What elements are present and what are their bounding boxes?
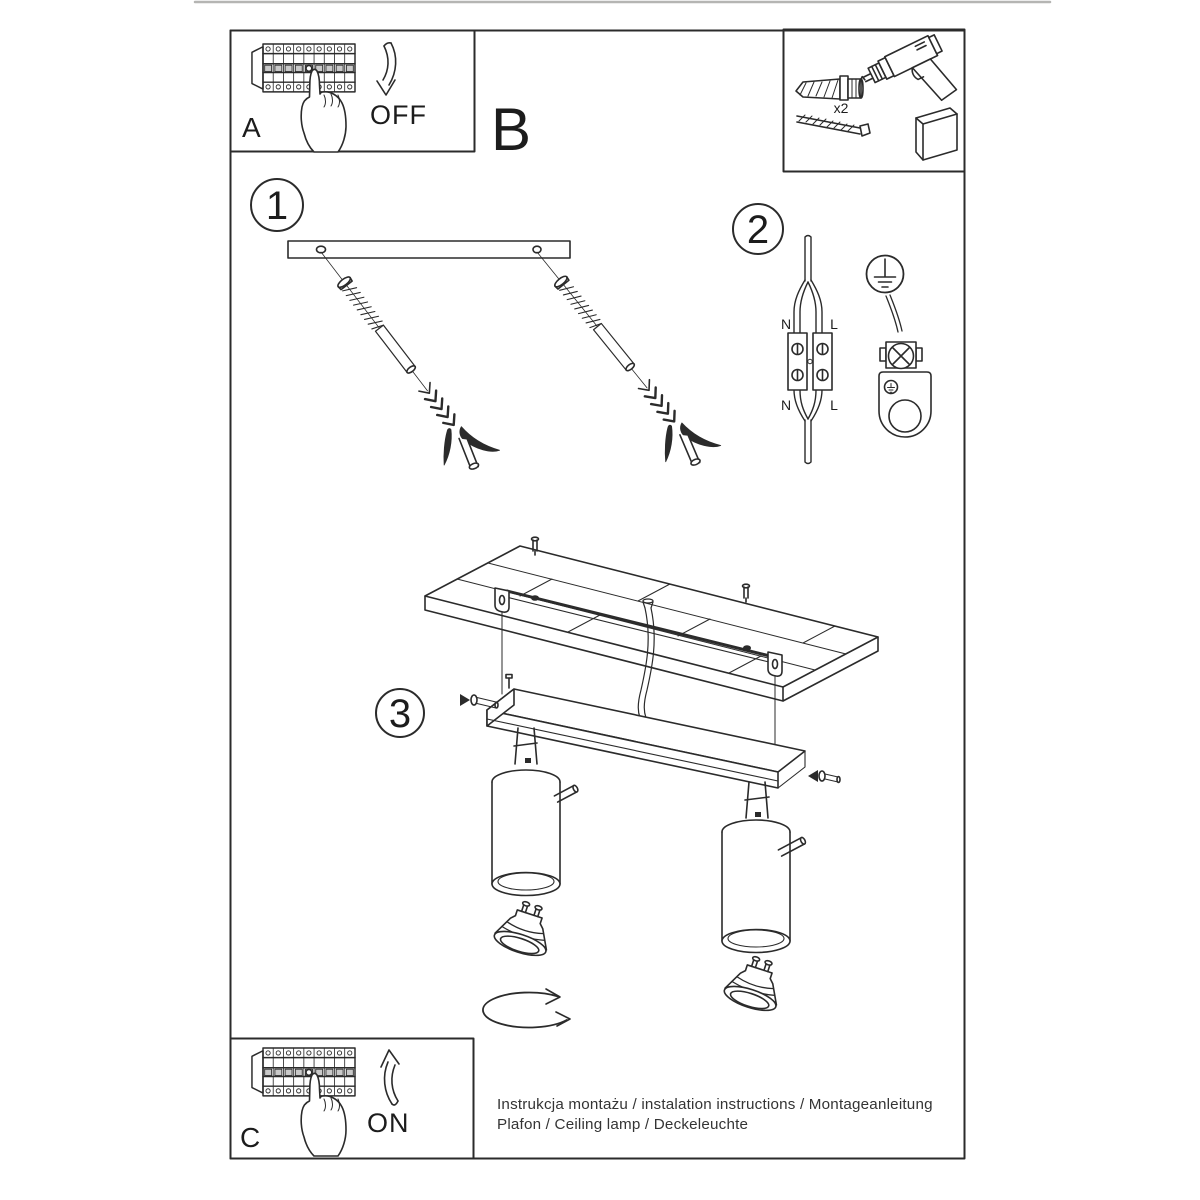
panel-c-power-on xyxy=(231,1039,474,1159)
step-3-number: 3 xyxy=(388,692,412,736)
earth-clamp xyxy=(879,342,931,437)
wire-l-bottom-label: L xyxy=(830,397,838,413)
off-label: OFF xyxy=(370,100,427,130)
on-label: ON xyxy=(367,1108,410,1138)
rotation-arrow-icon xyxy=(483,989,570,1027)
panel-a-power-off xyxy=(231,31,475,153)
tools-box xyxy=(784,30,965,172)
wire-n-bottom-label: N xyxy=(780,397,792,413)
terminal-block xyxy=(788,333,832,390)
panel-a-label: A xyxy=(242,112,261,143)
arrow-down-icon xyxy=(377,43,396,95)
spot-cylinder-right xyxy=(722,820,806,953)
step-2-number: 2 xyxy=(746,208,770,252)
breaker-panel-icon xyxy=(252,1048,355,1096)
wall-plug-icon xyxy=(796,76,863,100)
screw-and-anchor-left xyxy=(296,239,500,483)
arrow-up-icon xyxy=(381,1050,399,1105)
breaker-panel-icon xyxy=(252,44,355,92)
plug-quantity-label: x2 xyxy=(833,100,849,116)
step-1 xyxy=(251,179,721,483)
bar-side-screw-right xyxy=(808,770,840,783)
earth-symbol-icon xyxy=(867,256,904,293)
step-2 xyxy=(733,204,931,464)
step-3 xyxy=(376,537,878,1027)
spot-neck-right xyxy=(745,782,769,818)
screw-and-anchor-right xyxy=(512,239,721,480)
gu10-bulb-left xyxy=(492,896,559,961)
earth-wire xyxy=(886,295,902,332)
ceiling-board xyxy=(425,546,878,701)
footer-line-2: Plafon / Ceiling lamp / Deckeleuchte xyxy=(497,1116,749,1133)
wire-l-top-label: L xyxy=(830,316,838,332)
footer-caption xyxy=(497,1096,933,1133)
step-1-number: 1 xyxy=(265,184,289,228)
panel-c-box xyxy=(231,1039,474,1159)
wire-n-top-label: N xyxy=(780,316,792,332)
screw-icon xyxy=(797,115,870,136)
gu10-bulb-right xyxy=(722,951,789,1016)
panel-c-label: C xyxy=(240,1122,261,1153)
footer-line-1: Instrukcja montażu / instalation instructions / Montageanleitung xyxy=(497,1096,933,1113)
mounting-bar xyxy=(288,241,570,258)
panel-a-box xyxy=(231,31,475,152)
section-b-label: B xyxy=(491,96,532,163)
spot-cylinder-left xyxy=(492,770,579,896)
